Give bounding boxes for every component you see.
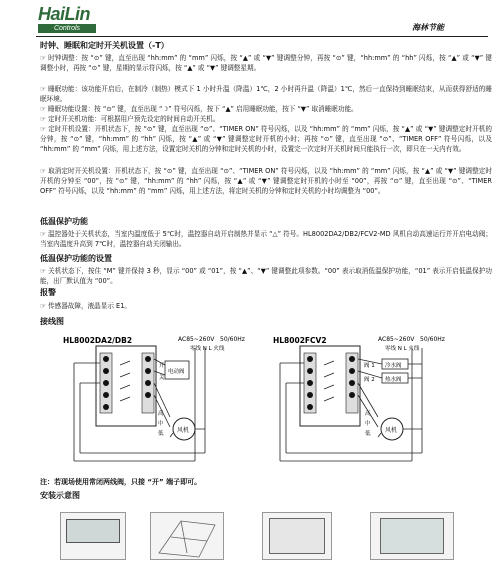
right-line-labels: 零线 N L 火线 <box>385 346 420 352</box>
thermostat-mounted <box>380 518 444 554</box>
right-terminal <box>349 368 355 374</box>
right-terminal <box>349 356 355 362</box>
install-photo-bracket <box>150 512 224 560</box>
right-fan-low: 低 <box>365 431 371 437</box>
install-photo-mounted <box>370 512 454 560</box>
timer-section-title: 时钟、睡眠和定时开关机设置（-T） <box>40 41 169 50</box>
right-valve2: 阀 2 <box>364 377 375 383</box>
right-supply-label: AC85~260V <box>378 336 415 343</box>
left-terminal <box>103 368 109 374</box>
left-terminal <box>145 356 151 362</box>
lowtemp-paragraph: ☞ 温控器处于关机状态，当室内温度低于 5℃时，温控器自动开启制热并显示 “△” 符号。HL8002DA2/DB2/FCV2-MD 风机自动高速运行并开启电动阀；当室内温度升高到 7℃时，温控器自动关闭输出。 <box>40 230 492 249</box>
left-fan-mid: 中 <box>158 421 164 427</box>
right-fan-mid: 中 <box>365 421 371 427</box>
left-terminal <box>145 392 151 398</box>
timer-on-setting-paragraph: ☞ 定时开机设置：开机状态下，按 “⊙” 键，直至出现 “⊙”、“TIMER ON” 符号闪烁，以及 “hh:mm” 的 “mm” 闪烁，按 “▲” 或 “▼” 键调整定时开机的分钟，按 “⊙” 键，“hh:mm” 的 “hh” 闪烁，按 “▲” 或 “▼” 键调整定时开机的小时；再按 “⊙” 键，直至出现 “⊙”、“TIMER OFF” 符号闪烁，以及 “hh:mm” 的 “mm” 闪烁，用上述方法，设置定时关机的分钟和定时关机的小时，设置完一次定时开关机时间只能执行一次，即只在一天内有效。 <box>40 125 492 154</box>
right-relay-switches <box>324 361 334 401</box>
left-valve-open: 开 <box>159 363 165 369</box>
left-valve-label: 电动阀 <box>168 369 185 375</box>
right-freq-label: 50/60Hz <box>420 336 445 343</box>
right-fan-motor-label: 风机 <box>385 427 398 434</box>
left-freq-label: 50/60Hz <box>220 336 245 343</box>
thermostat-back-plate <box>269 518 325 554</box>
left-supply-label: AC85~260V <box>178 336 215 343</box>
left-relay-switches <box>120 361 130 401</box>
timer-cancel-paragraph: ☞ 取消定时开关机设置：开机状态下，按 “⊙” 键，直至出现 “⊙”、“TIMER ON” 符号闪烁，以及 “hh:mm” 的 “mm” 闪烁，按 “▲” 或 “▼” 键调整定时开机的分钟至 “00”，按 “⊙” 键，“hh:mm” 的 “hh” 闪烁，按 “▲” 或 “▼” 键调整定时开机的小时至 “00”，再按 “⊙” 键，直至出现 “⊙”、“TIMER OFF” 符号闪烁，以及 “hh:mm” 的 “mm” 闪烁，用上述方法，将定时关机的分钟和定时关机的小时均调整为 “00”。 <box>40 167 492 196</box>
thermostat-display <box>66 519 120 543</box>
brand-name: 海林节能 <box>412 23 444 32</box>
left-terminal <box>103 404 109 410</box>
left-fan-high: 高 <box>158 411 164 417</box>
left-terminal <box>103 380 109 386</box>
wiring-diagram-right <box>270 333 470 468</box>
left-fan-low: 低 <box>158 431 164 437</box>
left-wires <box>74 348 205 461</box>
left-valve-close: 关 <box>159 375 165 381</box>
sleep-setting-paragraph: ☞ 睡眠功能设置：按 “⊙” 键，直至出现 “☽” 符号闪烁，按下 “▲” 启用睡眠功能，按下 “▼” 取消睡眠功能。 <box>40 105 358 113</box>
alarm-section-title: 报警 <box>40 288 56 297</box>
alarm-paragraph: ☞ 传感器故障，液晶显示 E1。 <box>40 302 131 310</box>
left-terminal <box>103 356 109 362</box>
wiring-note: 注：若现场使用常闭两线阀，只接 “开” 端子即可。 <box>40 478 202 486</box>
install-photo-front <box>60 512 126 560</box>
left-terminal <box>145 380 151 386</box>
right-terminal <box>349 380 355 386</box>
left-fan-motor-label: 风机 <box>177 427 190 434</box>
right-terminal <box>307 356 313 362</box>
right-terminal <box>307 368 313 374</box>
install-photo-back <box>262 512 332 560</box>
left-terminal <box>103 392 109 398</box>
company-logo: HaiLin <box>38 4 91 24</box>
bracket-sketch <box>151 513 223 559</box>
right-terminal <box>307 380 313 386</box>
right-terminal <box>349 392 355 398</box>
right-valve1-label: 冷水阀 <box>385 363 402 369</box>
right-valve2-label: 热水阀 <box>385 377 402 383</box>
right-valve1: 阀 1 <box>364 363 375 369</box>
company-logo-sub: Controls <box>38 24 96 33</box>
right-terminal <box>307 404 313 410</box>
lowtemp-section-title: 低温保护功能 <box>40 217 88 226</box>
timer-function-paragraph: ☞ 定时开关机功能：可根据用户预先设定的时间自动开关机。 <box>40 115 220 123</box>
right-terminal <box>307 392 313 398</box>
right-model-label: HL8002FCV2 <box>273 336 327 345</box>
lowtemp-setting-title: 低温保护功能的设置 <box>40 254 112 263</box>
right-fan-high: 高 <box>365 411 371 417</box>
wiring-diagram-left <box>60 333 260 468</box>
left-terminal <box>145 368 151 374</box>
wiring-section-title: 接线图 <box>40 317 64 326</box>
header-divider <box>36 36 488 37</box>
left-model-label: HL8002DA2/DB2 <box>63 336 133 345</box>
install-section-title: 安装示意图 <box>40 491 80 500</box>
sleep-function-paragraph: ☞ 睡眠功能：该功能开启后，在制冷（制热）模式下 1 小时升温（降温）1℃，2 小时再升温（降温）1℃，然后一直保持到睡眠结束，从而获得舒适的睡眠环境。 <box>40 85 492 104</box>
lowtemp-setting-paragraph: ☞ 关机状态下，按住 “M” 键并保持 3 秒，显示 “00” 或 “01”，按 “▲”、“▼” 键调整此项参数。“00” 表示取消低温保护功能，“01” 表示开启低温保护功能，出厂默认值为 “00”。 <box>40 267 492 286</box>
timer-clock-paragraph: ☞ 时钟调整：按 “⊙” 键，直至出现 “hh:mm” 的 “mm” 闪烁，按 “▲” 或 “▼” 键调整分钟，再按 “⊙” 键，“hh:mm” 的 “hh” 闪烁，按 “▲” 或 “▼” 键调整小时，再按 “⊙” 键，星期的显示符闪烁，按 “▲” 或 “▼” 键调整星期。 <box>40 54 492 73</box>
left-line-labels: 零线 N L 火线 <box>190 346 225 352</box>
